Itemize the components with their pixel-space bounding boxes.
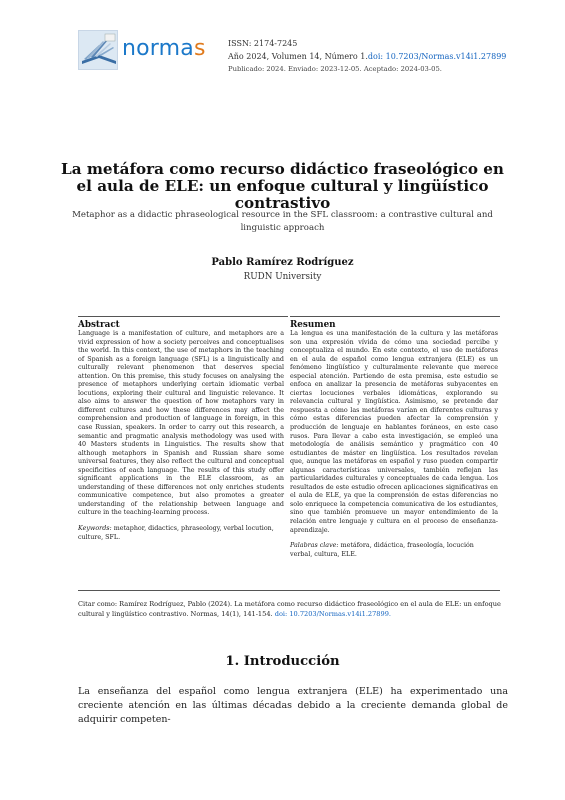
citation-doi-link[interactable]: doi: 10.7203/Normas.v14i1.27899.: [274, 609, 391, 618]
volume-text: Año 2024, Volumen 14, Número 1.: [228, 52, 368, 61]
citation: [78, 600, 506, 619]
keywords-label: Keywords:: [78, 525, 112, 533]
journal-logo-image: [78, 30, 118, 70]
resumen-top-rule: [290, 316, 500, 317]
issn-line: ISSN: 2174-7245: [228, 39, 298, 48]
resumen-section: [290, 320, 498, 559]
author-name: Pablo Ramírez Rodríguez: [211, 257, 354, 268]
volume-line: [228, 50, 506, 63]
keywords-text: metaphor, didactics, phraseology, verbal locution, culture, SFL.: [78, 525, 274, 541]
abstract-section: [78, 320, 284, 542]
abstract-keywords: [78, 525, 284, 542]
palabras-clave-label: Palabras clave:: [290, 542, 339, 550]
citation-text: Citar como: Ramírez Rodríguez, Pablo (2024). La metáfora como recurso didáctico fraseológico en el aula de ELE: un enfoque cultural y lingüístico contrastivo. Normas, 14(1), 141-154.: [78, 600, 501, 618]
journal-metadata: [228, 37, 506, 76]
journal-logo: [78, 28, 213, 72]
abstract-bottom-rule: [78, 590, 500, 591]
article-subtitle: Metaphor as a didactic phraseological resource in the SFL classroom: a contrastive cultural and linguistic approach: [72, 210, 493, 233]
article-title: La metáfora como recurso didáctico fraseológico en el aula de ELE: un enfoque cultural y lingüístico contrastivo: [61, 160, 504, 212]
intro-paragraph: La enseñanza del español como lengua extranjera (ELE) ha experimentado una creciente atención en las últimas décadas debido a la creciente demanda global de adquirir competen-: [78, 686, 508, 725]
abstract-body: Language is a manifestation of culture, and metaphors are a vivid expression of how a society perceives and conceptualises the world. In this context, the use of metaphors in the teaching of Spanish as a foreign language (SFL) is a linguistically and culturally relevant phenomenon that deserves special attention. On this premise, this study focuses on analysing the presence of metaphors underlying certain idiomatic verbal locutions, exploring their cultural and linguistic relevance. It also aims to answer the question of how metaphors vary in different cultures and how these differences may affect the comprehension and production of language in foreign, in this case Russian, speakers. In order to carry out this research, a semantic and pragmatic analysis methodology was used with 40 Masters students in Linguistics. The results show that although metaphors in Spanish and Russian share some universal features, they also reflect the cultural and conceptual specificities of each language. The results of this study offer significant applications in the ELE classroom, as an understanding of these differences not only enriches students communicative competence, but also promotes a greater understanding of the relationship between language and culture in the teaching-learning process.: [78, 330, 284, 517]
journal-logo-text: normas: [122, 36, 206, 61]
palabras-clave-text: metáfora, didáctica, fraseología, locución verbal, cultura, ELE.: [290, 542, 474, 558]
doi-link[interactable]: doi: 10.7203/Normas.v14i1.27899: [367, 52, 507, 61]
book-icon: [79, 31, 118, 70]
section-heading: 1. Introducción: [225, 654, 340, 669]
abstract-top-rule: [78, 316, 288, 317]
resumen-body: La lengua es una manifestación de la cultura y las metáforas son una expresión vívida de cómo una sociedad percibe y conceptualiza el mundo. En este contexto, el uso de metáforas en el aula de español como lengua extranjera (ELE) es un fenómeno lingüístico y culturalmente relevante que merece especial atención. Partiendo de esta premisa, este estudio se enfoca en analizar la presencia de metáforas subyacentes en ciertas locuciones verbales idiomáticas, explorando su relevancia cultural y lingüística. Asimismo, se pretende dar respuesta a cómo las metáforas varían en diferentes culturas y cómo estas diferencias pueden afectar la comprensión y producción de lenguaje en hablantes foráneos, en este caso rusos. Para llevar a cabo esta investigación, se empleó una metodología de análisis semántico y pragmático con 40 estudiantes de máster en lingüística. Los resultados revelan que, aunque las metáforas en español y ruso pueden compartir algunas características universales, también reflejan las particularidades culturales y conceptuales de cada lengua. Los resultados de este estudio ofrecen aplicaciones significativas en el aula de ELE, ya que la comprensión de estas diferencias no solo enriquece la competencia comunicativa de los estudiantes, sino que también promueve un mayor entendimiento de la relación entre lenguaje y cultura en el proceso de enseñanza-aprendizaje.: [290, 330, 498, 534]
publication-dates: Publicado: 2024. Enviado: 2023-12-05. Aceptado: 2024-03-05.: [228, 65, 442, 73]
abstract-heading: Abstract: [78, 320, 120, 330]
author-affiliation: RUDN University: [243, 272, 322, 282]
resumen-heading: Resumen: [290, 320, 336, 330]
resumen-keywords: [290, 542, 498, 559]
